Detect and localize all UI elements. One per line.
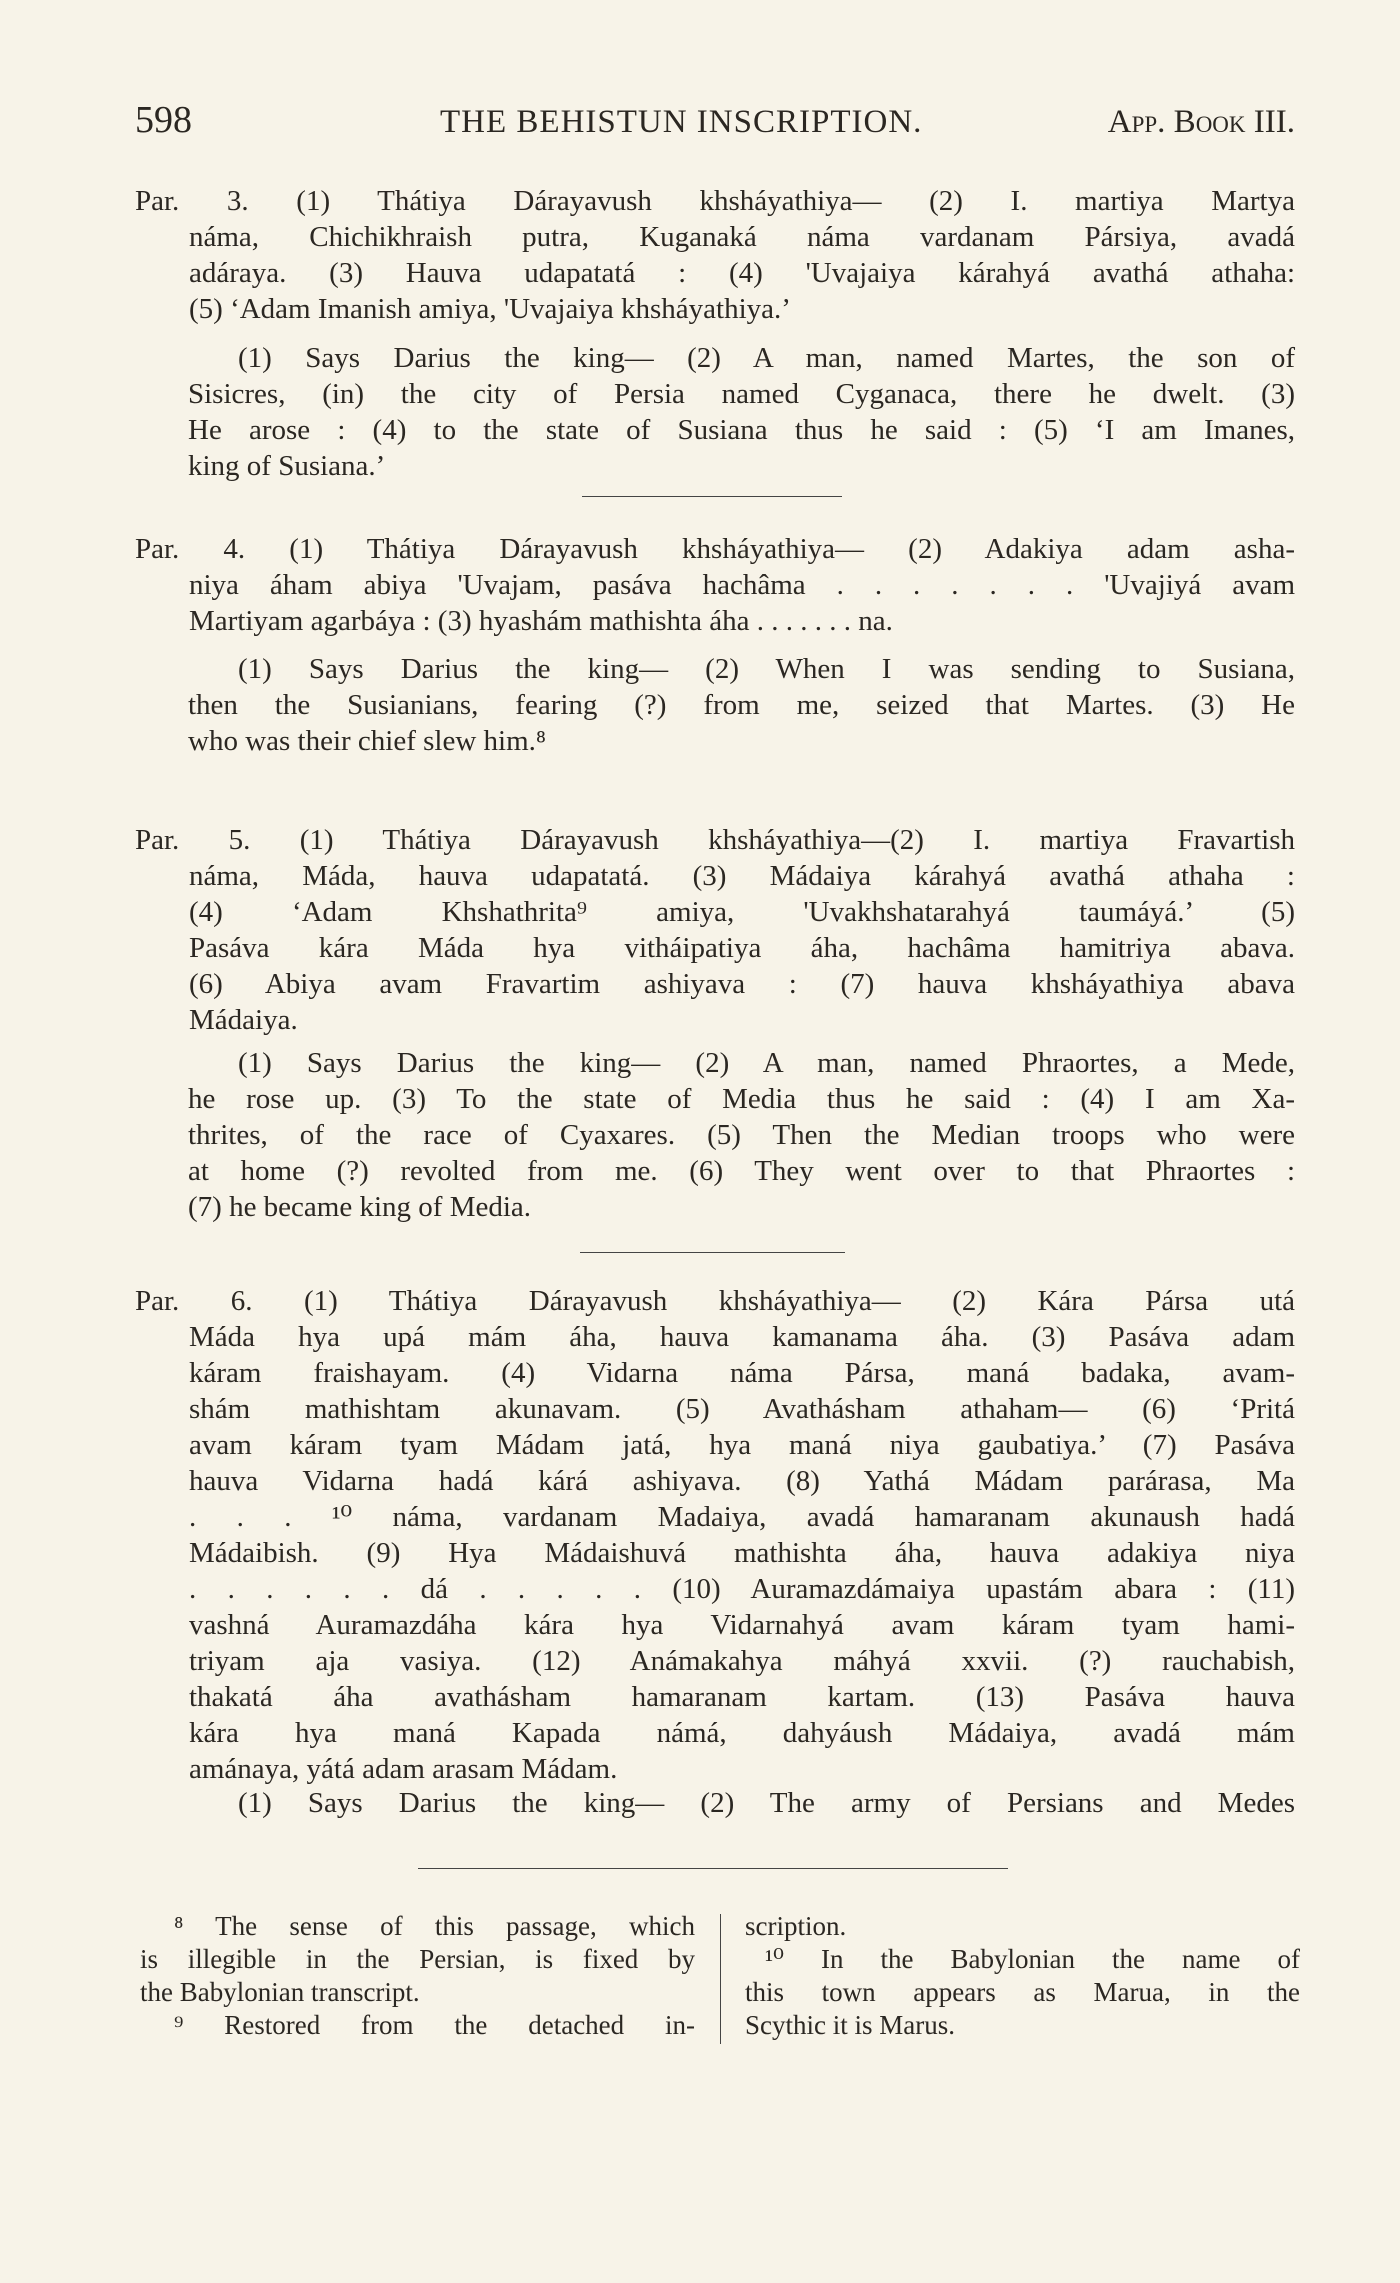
text-line: He arose : (4) to the state of Susiana thus he said : (5) ‘I am Imanes,: [188, 414, 1295, 446]
text-line: náma, Máda, hauva udapatatá. (3) Mádaiya kárahyá avathá athaha :: [189, 860, 1295, 892]
footnote-line: ⁹ Restored from the detached in-: [174, 2010, 695, 2040]
running-title: THE BEHISTUN INSCRIPTION.: [440, 104, 923, 140]
text-line: hauva Vidarna hadá kárá ashiyava. (8) Yathá Mádam parárasa, Ma: [189, 1465, 1295, 1497]
text-line: niya áham abiya 'Uvajam, pasáva hachâma . . . . . . . 'Uvajiyá avam: [189, 569, 1295, 601]
text-line: Máda hya upá mám áha, hauva kamanama áha. (3) Pasáva adam: [189, 1321, 1295, 1353]
book-reference: App. Book III.: [1107, 104, 1295, 140]
text-line: Par. 6. (1) Thátiya Dárayavush khsháyathiya— (2) Kára Pársa utá: [135, 1285, 1295, 1317]
text-line: amánaya, yátá adam arasam Mádam.: [189, 1753, 618, 1785]
text-line: adáraya. (3) Hauva udapatatá : (4) 'Uvajaiya kárahyá avathá athaha:: [189, 257, 1295, 289]
footnote-line: ⁸ The sense of this passage, which: [174, 1911, 695, 1941]
text-line: at home (?) revolted from me. (6) They went over to that Phraortes :: [188, 1155, 1295, 1187]
footnote-line: ¹⁰ In the Babylonian the name of: [765, 1944, 1300, 1974]
text-line: (5) ‘Adam Imanish amiya, 'Uvajaiya khsháyathiya.’: [189, 293, 791, 325]
footnote-line: Scythic it is Marus.: [745, 2010, 955, 2040]
text-line: Par. 4. (1) Thátiya Dárayavush khsháyathiya— (2) Adakiya adam asha-: [135, 533, 1295, 565]
par3-persian: [135, 183, 1295, 327]
footnote-line: the Babylonian transcript.: [140, 1977, 420, 2007]
text-line: (4) ‘Adam Khshathrita⁹ amiya, 'Uvakhshatarahyá taumáyá.’ (5): [189, 896, 1295, 928]
text-line: (1) Says Darius the king— (2) When I was sending to Susiana,: [238, 653, 1295, 685]
footnote-line: scription.: [745, 1911, 847, 1941]
text-line: (1) Says Darius the king— (2) The army of Persians and Medes: [238, 1787, 1295, 1819]
text-line: shám mathishtam akunavam. (5) Avathásham athaham— (6) ‘Pritá: [189, 1393, 1295, 1425]
footnotes-right-column: [745, 1910, 1300, 2042]
par4-persian: [135, 531, 1295, 639]
text-line: Par. 3. (1) Thátiya Dárayavush khsháyathiya— (2) I. martiya Martya: [135, 185, 1295, 217]
text-line: (1) Says Darius the king— (2) A man, named Martes, the son of: [238, 342, 1295, 374]
text-line: Sisicres, (in) the city of Persia named Cyganaca, there he dwelt. (3): [188, 378, 1295, 410]
footnote-line: this town appears as Marua, in the: [745, 1977, 1300, 2007]
text-line: thakatá áha avathásham hamaranam kartam. (13) Pasáva hauva: [189, 1681, 1295, 1713]
footnotes-left-column: [140, 1910, 695, 2042]
footnote-line: is illegible in the Persian, is fixed by: [140, 1944, 695, 1974]
text-line: náma, Chichikhraish putra, Kuganaká náma vardanam Pársiya, avadá: [189, 221, 1295, 253]
section-divider: [582, 496, 842, 497]
text-line: Pasáva kára Máda hya vitháipatiya áha, hachâma hamitriya abava.: [189, 932, 1295, 964]
text-line: . . . . . . dá . . . . . (10) Auramazdámaiya upastám abara : (11): [189, 1573, 1295, 1605]
text-line: Martiyam agarbáya : (3) hyashám mathishta áha . . . . . . . na.: [189, 605, 893, 637]
par3-english: [188, 340, 1295, 484]
text-line: kára hya maná Kapada námá, dahyáush Mádaiya, avadá mám: [189, 1717, 1295, 1749]
text-line: káram fraishayam. (4) Vidarna náma Pársa, maná badaka, avam-: [189, 1357, 1295, 1389]
par6-english: [188, 1785, 1295, 1821]
text-line: Mádaiya.: [189, 1004, 298, 1036]
text-line: Par. 5. (1) Thátiya Dárayavush khsháyathiya—(2) I. martiya Fravartish: [135, 824, 1295, 856]
text-line: thrites, of the race of Cyaxares. (5) Then the Median troops who were: [188, 1119, 1295, 1151]
footnote-column-divider: [720, 1914, 721, 2044]
par5-english: [188, 1045, 1295, 1225]
text-line: . . . ¹⁰ náma, vardanam Madaiya, avadá hamaranam akunaush hadá: [189, 1501, 1295, 1533]
text-line: who was their chief slew him.⁸: [188, 725, 547, 757]
section-divider: [580, 1252, 845, 1253]
par4-english: [188, 651, 1295, 759]
footnote-divider: [418, 1868, 1008, 1869]
text-line: Mádaibish. (9) Hya Mádaishuvá mathishta áha, hauva adakiya niya: [189, 1537, 1295, 1569]
par5-persian: [135, 822, 1295, 1038]
text-line: he rose up. (3) To the state of Media thus he said : (4) I am Xa-: [188, 1083, 1295, 1115]
page-number: 598: [135, 99, 192, 141]
text-line: king of Susiana.’: [188, 450, 386, 482]
par6-persian: [135, 1283, 1295, 1787]
text-line: vashná Auramazdáha kára hya Vidarnahyá avam káram tyam hami-: [189, 1609, 1295, 1641]
page-header: [135, 98, 1295, 148]
text-line: (1) Says Darius the king— (2) A man, named Phraortes, a Mede,: [238, 1047, 1295, 1079]
text-line: then the Susianians, fearing (?) from me, seized that Martes. (3) He: [188, 689, 1295, 721]
text-line: avam káram tyam Mádam jatá, hya maná niya gaubatiya.’ (7) Pasáva: [189, 1429, 1295, 1461]
text-line: triyam aja vasiya. (12) Anámakahya máhyá xxvii. (?) rauchabish,: [189, 1645, 1295, 1677]
text-line: (6) Abiya avam Fravartim ashiyava : (7) hauva khsháyathiya abava: [189, 968, 1295, 1000]
text-line: (7) he became king of Media.: [188, 1191, 532, 1223]
